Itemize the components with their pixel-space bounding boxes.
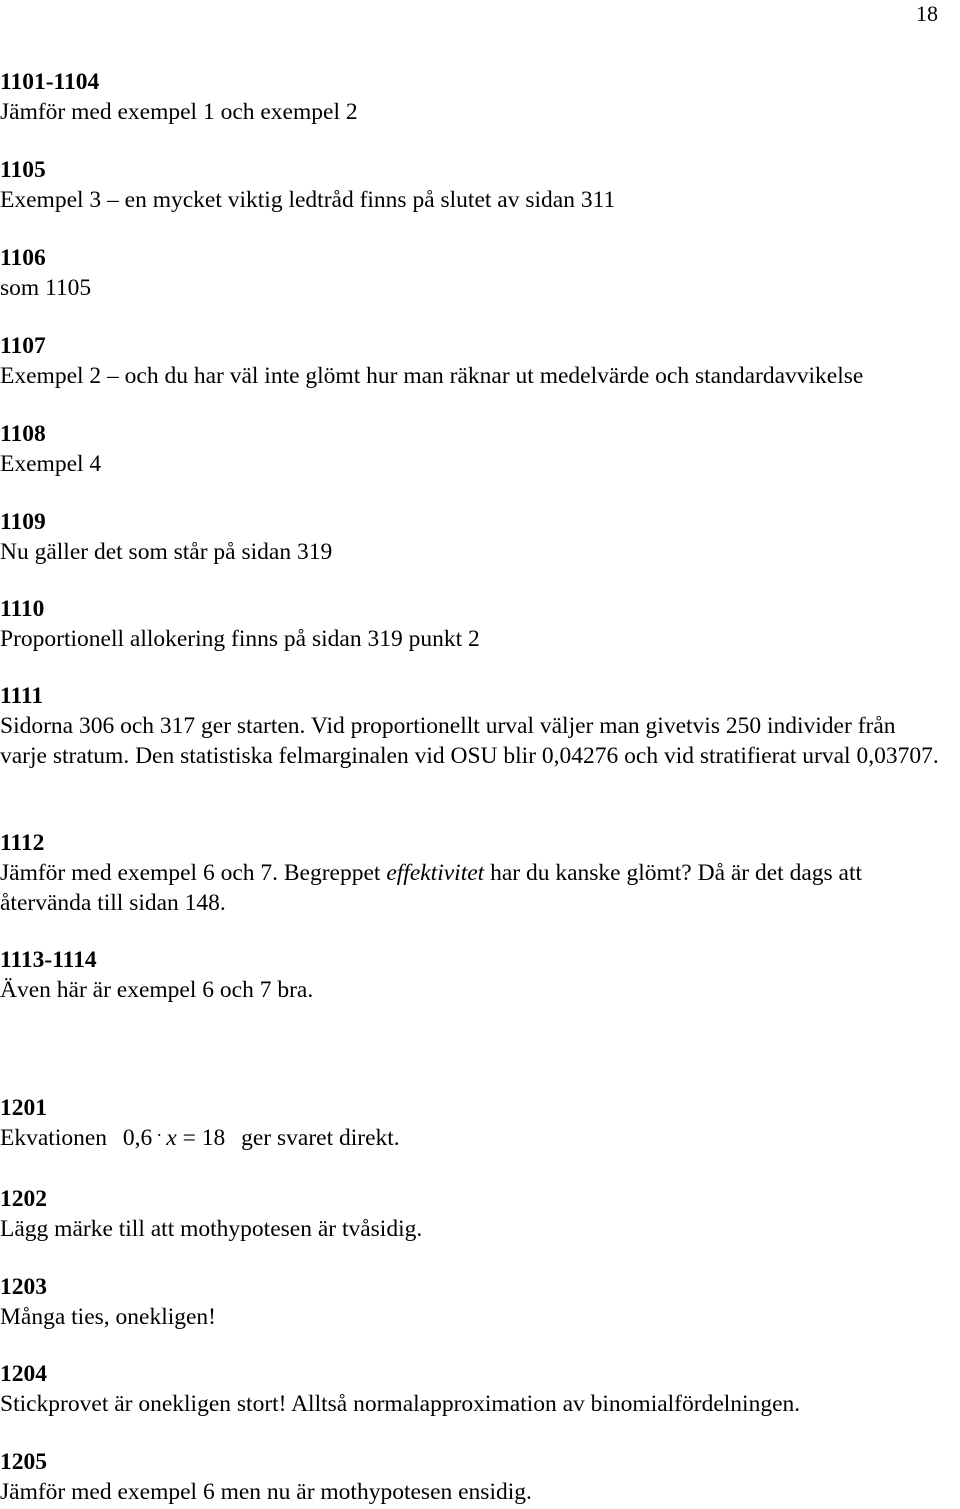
entry-text (0, 1123, 940, 1154)
entry-1101-1104 (0, 67, 940, 127)
entry-text: som 1105 (0, 275, 92, 301)
entry-text-before: Ekvationen (0, 1125, 108, 1151)
entry-text (0, 858, 940, 918)
entry-number: 1110 (0, 596, 45, 622)
entry-1106 (0, 243, 940, 303)
equation (113, 1125, 235, 1151)
entry-text: Exempel 4 (0, 451, 102, 477)
multiplication-dot: · (156, 1125, 163, 1145)
entry-number: 1105 (0, 157, 46, 183)
equation-equals: = (182, 1125, 196, 1151)
entry-text: Jämför med exempel 1 och exempel 2 (0, 99, 358, 125)
entry-1112 (0, 828, 940, 918)
entry-text: Jämför med exempel 6 men nu är mothypotesen ensidig. (0, 1479, 532, 1505)
entry-1113-1114 (0, 945, 940, 1005)
entry-text: Exempel 3 – en mycket viktig ledtråd finns på slutet av sidan 311 (0, 187, 616, 213)
entry-1111 (0, 681, 940, 771)
entry-1202 (0, 1184, 940, 1244)
entry-text: Många ties, onekligen! (0, 1304, 217, 1330)
entry-1201 (0, 1093, 940, 1154)
entry-1108 (0, 419, 940, 479)
entry-text: Lägg märke till att mothypotesen är tvåsidig. (0, 1216, 423, 1242)
entry-text: Även här är exempel 6 och 7 bra. (0, 977, 314, 1003)
equation-coefficient: 0,6 (122, 1125, 153, 1151)
entry-1107 (0, 331, 940, 391)
entry-number: 1101-1104 (0, 69, 100, 95)
entry-number: 1108 (0, 421, 46, 447)
entry-number: 1109 (0, 509, 46, 535)
entry-number: 1205 (0, 1449, 47, 1475)
entry-number: 1113-1114 (0, 947, 97, 973)
entry-text: Proportionell allokering finns på sidan 319 punkt 2 (0, 626, 480, 652)
equation-rhs: 18 (201, 1125, 226, 1151)
entry-text: Sidorna 306 och 317 ger starten. Vid proportionellt urval väljer man givetvis 250 individer från varje stratum. Den statistiska felmarginalen vid OSU blir 0,04276 och vid stratifierat urval 0,03707. (0, 713, 939, 769)
entry-number: 1111 (0, 683, 44, 709)
entry-number: 1204 (0, 1361, 47, 1387)
entry-text: Exempel 2 – och du har väl inte glömt hur man räknar ut medelvärde och standardavvikelse (0, 363, 864, 389)
entry-number: 1106 (0, 245, 46, 271)
entry-text-after: har du kanske glömt? Då är det dags att återvända till sidan 148. (0, 860, 863, 916)
entry-text-italic: effektivitet (386, 860, 485, 886)
entry-1110 (0, 594, 940, 654)
entry-number: 1201 (0, 1095, 47, 1121)
entry-1204 (0, 1359, 940, 1419)
entry-text: Stickprovet är onekligen stort! Alltså normalapproximation av binomialfördelningen. (0, 1391, 801, 1417)
entry-number: 1203 (0, 1274, 47, 1300)
equation-variable: x (166, 1125, 177, 1151)
entry-text-after: ger svaret direkt. (241, 1125, 400, 1151)
entry-1109 (0, 507, 940, 567)
entry-text: Nu gäller det som står på sidan 319 (0, 539, 333, 565)
entry-number: 1112 (0, 830, 45, 856)
page-number: 18 (916, 1, 938, 26)
entry-number: 1107 (0, 333, 46, 359)
entry-text-before: Jämför med exempel 6 och 7. Begreppet (0, 860, 387, 886)
entry-number: 1202 (0, 1186, 47, 1212)
entry-1203 (0, 1272, 940, 1332)
entry-1205 (0, 1447, 940, 1507)
entry-1105 (0, 155, 940, 215)
